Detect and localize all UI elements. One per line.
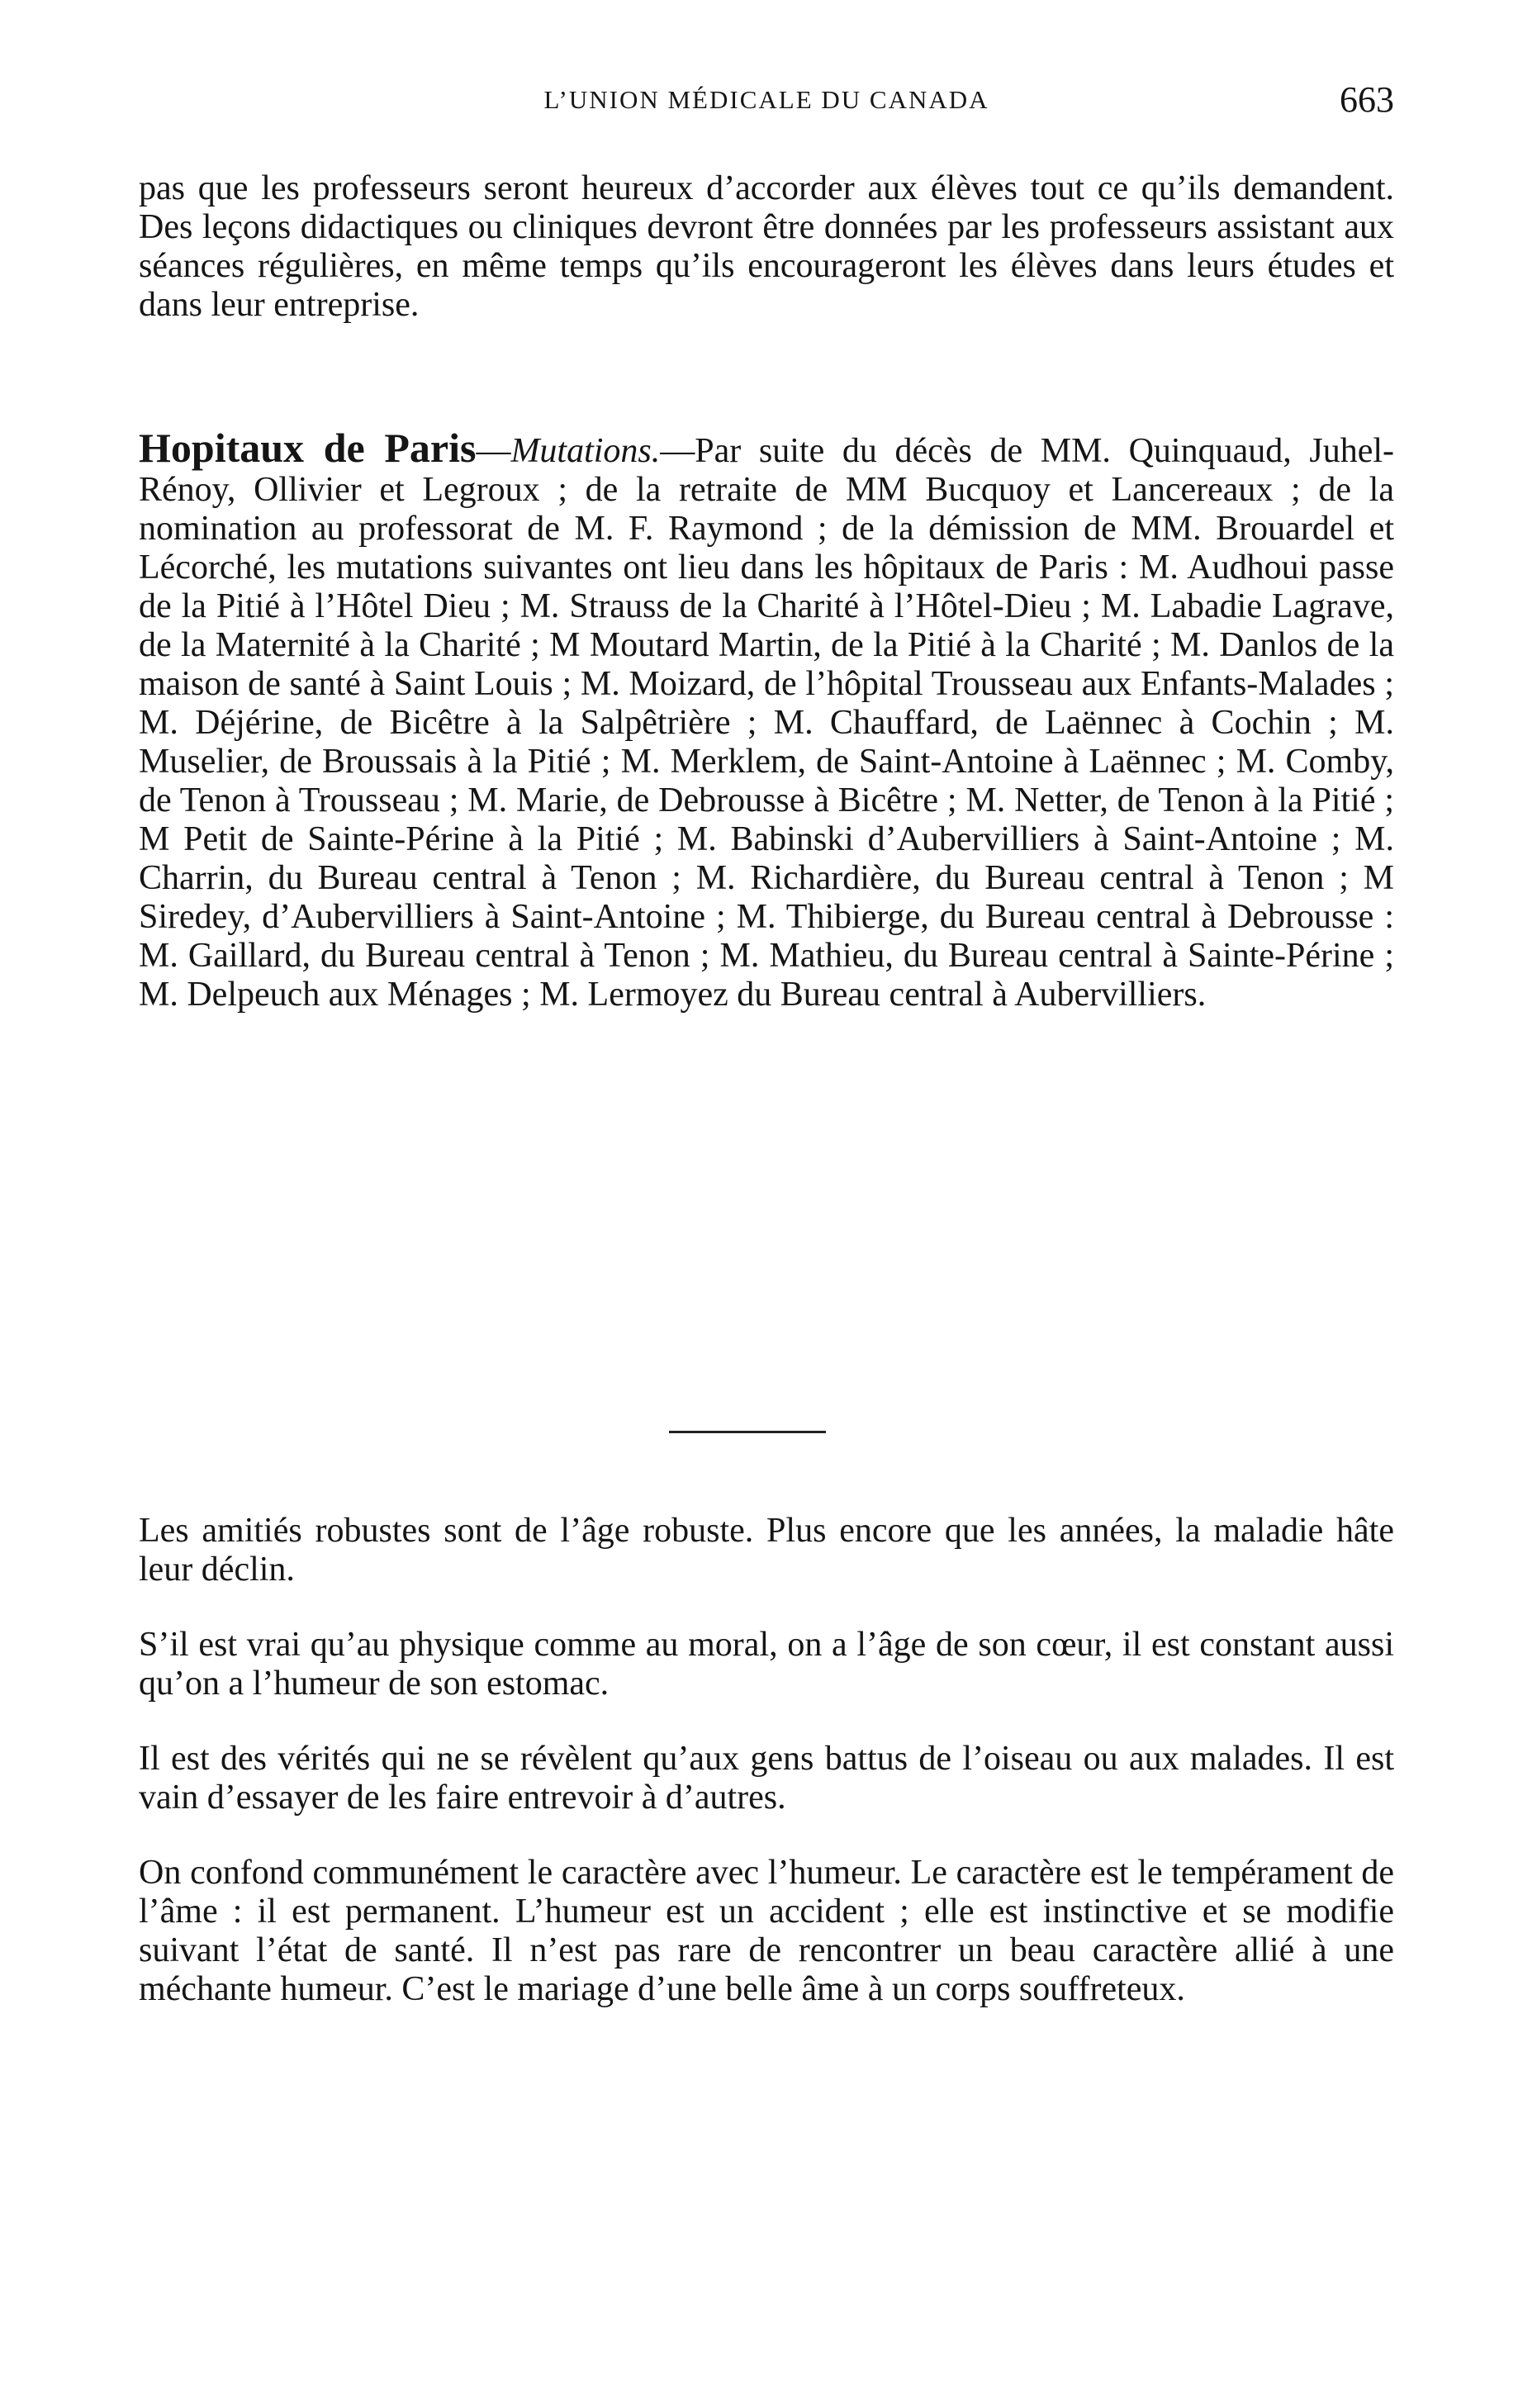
running-head [139,78,1394,128]
section-title: Hopitaux de Paris [139,425,477,471]
hospitals-section [139,425,1394,1014]
hospitals-paragraph [139,425,1394,1014]
journal-title: L’UNION MÉDICALE DU CANADA [543,85,989,114]
maxim-paragraph: S’il est vrai qu’au physique comme au moral, on a l’âge de son cœur, il est constant aussi qu’on a l’humeur de son estomac. [139,1626,1394,1703]
maxim-paragraph: Il est des vérités qui ne se révèlent qu’aux gens battus de l’oiseau ou aux malades. Il est vain d’essayer de les faire entrevoir à d’autres. [139,1740,1394,1817]
continuation-block [139,169,1394,325]
section-body: —Par suite du décès de MM. Quinquaud, Juhel-Rénoy, Ollivier et Legroux ; de la retraite de MM Bucquoy et Lancereaux ; de la nomination au professorat de M. F. Raymond ; de la démission de MM. Brouardel et Lécorché, les mutations suivantes ont lieu dans les hôpitaux de Paris : M. Audhoui passe de la Pitié à l’Hôtel Dieu ; M. Strauss de la Charité à l’Hôtel-Dieu ; M. Labadie Lagrave, de la Maternité à la Charité ; M Moutard Martin, de la Pitié à la Charité ; M. Danlos de la maison de santé à Saint Louis ; M. Moizard, de l’hôpital Trousseau aux Enfants-Malades ; M. Déjérine, de Bicêtre à la Salpêtrière ; M. Chauffard, de Laënnec à Cochin ; M. Muselier, de Broussais à la Pitié ; M. Merklem, de Saint-Antoine à Laënnec ; M. Comby, de Tenon à Trousseau ; M. Marie, de Debrousse à Bicêtre ; M. Netter, de Tenon à la Pitié ; M Petit de Sainte-Périne à la Pitié ; M. Babinski d’Aubervilliers à Saint-Antoine ; M. Charrin, du Bureau central à Tenon ; M. Richardière, du Bureau central à Tenon ; M Siredey, d’Aubervilliers à Saint-Antoine ; M. Thibierge, du Bureau central à Debrousse : M. Gaillard, du Bureau central à Tenon ; M. Mathieu, du Bureau central à Sainte-Périne ; M. Delpeuch aux Ménages ; M. Lermoyez du Bureau central à Aubervilliers. [139,432,1394,1014]
section-divider [669,1431,826,1433]
maxims-block [139,1512,1394,2045]
maxim-paragraph: Les amitiés robustes sont de l’âge robuste. Plus encore que les années, la maladie hâte leur déclin. [139,1512,1394,1589]
page-number: 663 [1340,79,1394,120]
title-dash: — [476,432,511,470]
maxim-paragraph: On confond communément le caractère avec l’humeur. Le caractère est le tempérament de l’âme : il est permanent. L’humeur est un accident ; elle est instinctive et se modifie suivant l’état de santé. Il n’est pas rare de rencontrer un beau caractère allié à une méchante humeur. C’est le mariage d’une belle âme à un corps souffreteux. [139,1854,1394,2008]
section-subtitle: Mutations. [510,432,661,470]
continuation-paragraph: pas que les professeurs seront heureux d’accorder aux élèves tout ce qu’ils demandent. Des leçons didactiques ou cliniques devront être données par les professeurs assistant aux séances régulières, en même temps qu’ils encourageront les élèves dans leurs études et dans leur entreprise. [139,169,1394,324]
